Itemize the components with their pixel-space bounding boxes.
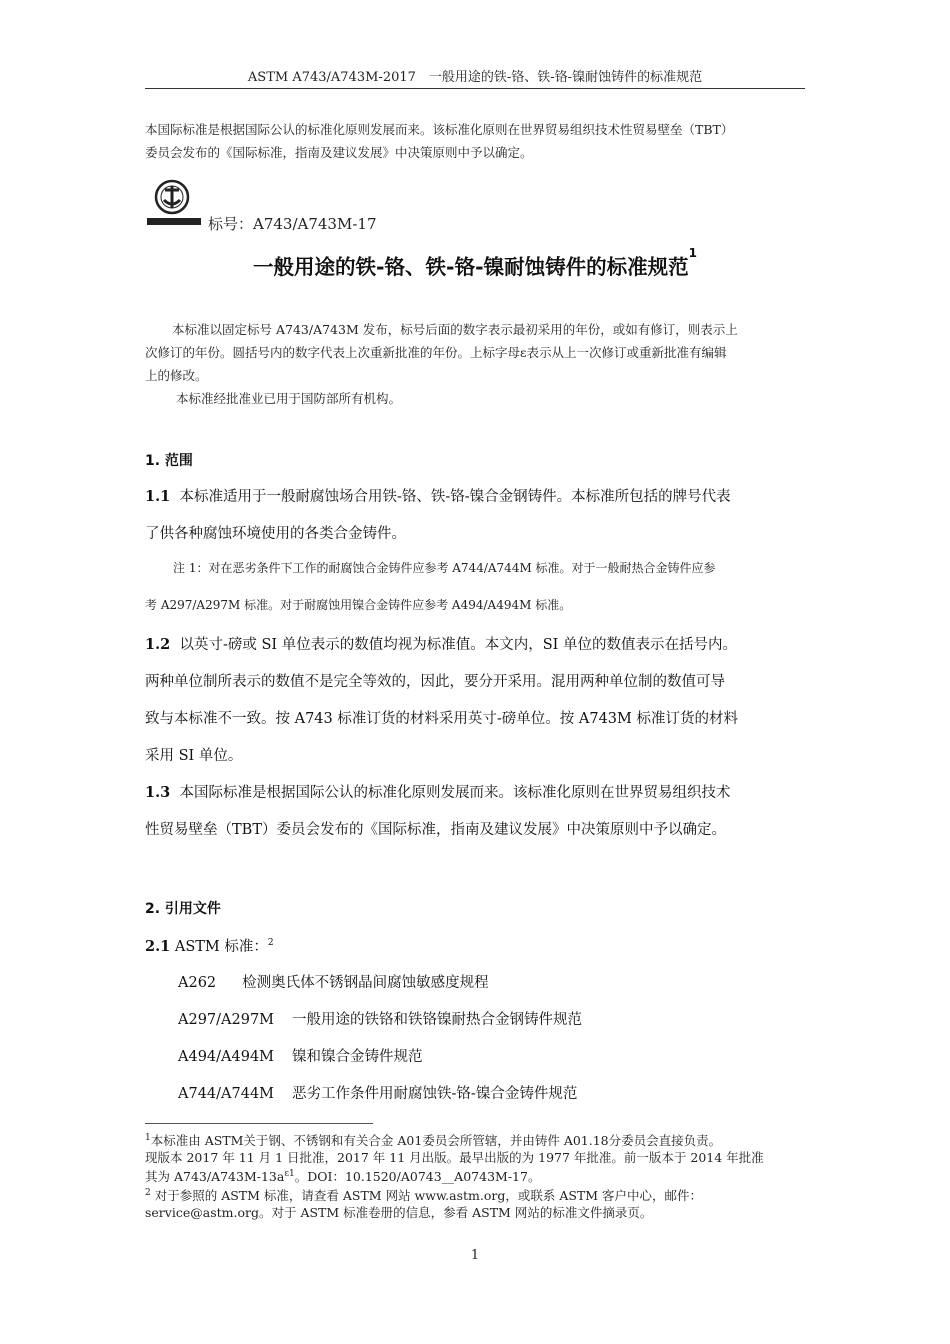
para-1-2-line-4: 采用 SI 单位。	[145, 748, 243, 764]
note-1	[145, 550, 807, 624]
para-1-1-number: 1.1	[145, 488, 171, 505]
footnote-1-line-3b: 。DOI：10.1520/A0743__A0743M-17。	[294, 1169, 541, 1185]
issue-note-line-2: 次修订的年份。圆括号内的数字代表上次重新批准的年份。上标字母ε表示从上一次修订或重新批准有编辑	[145, 345, 727, 360]
ref-item	[178, 1008, 582, 1029]
ref-title: 检测奥氏体不锈钢晶间腐蚀敏感度规程	[242, 975, 489, 991]
note-1-line-1: 注 1：对在恶劣条件下工作的耐腐蚀合金铸件应参考 A744/A744M 标准。对于一般耐热合金铸件应参	[173, 561, 716, 575]
page-number: 1	[470, 1248, 480, 1263]
defense-note: 本标准经批准业已用于国防部所有机构。	[176, 391, 402, 406]
ref-title: 恶劣工作条件用耐腐蚀铁-铬-镍合金铸件规范	[292, 1086, 578, 1102]
section-1-heading: 1. 范围	[145, 453, 193, 469]
intl-statement-line-2: 委员会发布的《国际标准，指南及建议发展》中决策原则中予以确定。	[145, 145, 533, 160]
footnote-1-line-3a: 其为 A743/A743M-13a	[145, 1169, 285, 1185]
para-1-1-line-1: 本标准适用于一般耐腐蚀场合用铁-铬、铁-铬-镍合金钢铸件。本标准所包括的牌号代表	[179, 489, 731, 505]
intl-standard-statement	[145, 118, 807, 164]
issue-note-line-1: 本标准以固定标号 A743/A743M 发布，标号后面的数字表示最初采用的年份，或如有修订，则表示上	[172, 322, 738, 337]
footnotes	[145, 1130, 807, 1221]
title-text: 一般用途的铁-铬、铁-铬-镍耐蚀铸件的标准规范	[253, 255, 689, 279]
footnote-1-line-2: 现版本 2017 年 11 月 1 日批准，2017 年 11 月出版。最早出版的为 1977 年批准。前一版本于 2014 年批准	[145, 1150, 764, 1166]
ref-title: 一般用途的铁铬和铁铬镍耐热合金钢铸件规范	[292, 1012, 583, 1028]
para-1-2-number: 1.2	[145, 636, 171, 653]
para-2-1-number: 2.1	[145, 937, 171, 955]
title-footnote-ref[interactable]: 1	[688, 246, 697, 260]
footnote-1-line-3	[145, 1166, 807, 1185]
footnote-2-line-1	[145, 1185, 807, 1204]
header-rule	[145, 88, 805, 89]
footnote-1-epsilon: ε1	[284, 1169, 295, 1180]
para-1-1	[145, 478, 807, 553]
ref-title: 镍和镍合金铸件规范	[292, 1049, 423, 1065]
para-1-3-line-2: 性贸易壁垒（TBT）委员会发布的《国际标准，指南及建议发展》中决策原则中予以确定。	[145, 822, 726, 838]
para-1-3-number: 1.3	[145, 784, 171, 801]
footnote-2-line-2: service@astm.org。对于 ASTM 标准卷册的信息，参看 ASTM 网站的标准文件摘录页。	[145, 1205, 653, 1221]
section-2-heading: 2. 引用文件	[145, 901, 221, 917]
astm-logo-graphic	[146, 178, 202, 228]
ref-code: A744/A744M	[178, 1086, 275, 1102]
para-2-1	[145, 925, 807, 966]
para-1-3	[145, 774, 807, 849]
para-1-2-line-2: 两种单位制所表示的数值不是完全等效的，因此，要分开采用。混用两种单位制的数值可导	[145, 674, 725, 690]
running-header: ASTM A743/A743M-2017 一般用途的铁-铬、铁-铬-镍耐蚀铸件的标准规范	[247, 70, 703, 85]
ref-code: A297/A297M	[178, 1012, 275, 1028]
document-title	[145, 246, 805, 280]
issue-note-line-3: 上的修改。	[145, 368, 208, 383]
ref-item	[178, 1082, 577, 1103]
footnote-rule	[145, 1123, 373, 1124]
intl-statement-line-1: 本国际标准是根据国际公认的标准化原则发展而来。该标准化原则在世界贸易组织技术性贸易壁垒（TBT）	[145, 122, 734, 137]
para-1-1-line-2: 了供各种腐蚀环境使用的各类合金铸件。	[145, 526, 406, 542]
para-1-2	[145, 626, 807, 775]
designation: 标号：A743/A743M-17	[208, 215, 377, 233]
ref-item	[178, 1045, 423, 1066]
para-1-3-line-1: 本国际标准是根据国际公认的标准化原则发展而来。该标准化原则在世界贸易组织技术	[179, 785, 731, 801]
para-1-2-line-3: 致与本标准不一致。按 A743 标准订货的材料采用英寸-磅单位。按 A743M 标准订货的材料	[145, 711, 738, 727]
para-2-1-footnote-ref[interactable]: 2	[267, 938, 274, 948]
para-2-1-text: ASTM 标准：	[174, 938, 268, 955]
ref-code: A494/A494M	[178, 1049, 275, 1065]
note-1-line-2: 考 A297/A297M 标准。对于耐腐蚀用镍合金铸件应参考 A494/A494M 标准。	[145, 598, 572, 612]
issue-note	[145, 318, 807, 410]
ref-item	[178, 971, 489, 992]
footnote-2-mark: 2	[145, 1188, 151, 1199]
footnote-1-text: 本标准由 ASTM关于钢、不锈钢和有关合金 A01委员会所管辖，并由铸件 A01.18分委员会直接负责。	[150, 1133, 722, 1149]
ref-code: A262	[178, 975, 217, 991]
footnote-2-text: 对于参照的 ASTM 标准，请查看 ASTM 网站 www.astm.org，或联系 ASTM 客户中心，邮件：	[154, 1188, 703, 1204]
footnote-1-mark: 1	[145, 1133, 151, 1143]
para-1-2-line-1: 以英寸-磅或 SI 单位表示的数值均视为标准值。本文内，SI 单位的数值表示在括号内。	[179, 637, 737, 653]
astm-logo	[146, 178, 202, 228]
footnote-1-line-1	[145, 1130, 807, 1149]
